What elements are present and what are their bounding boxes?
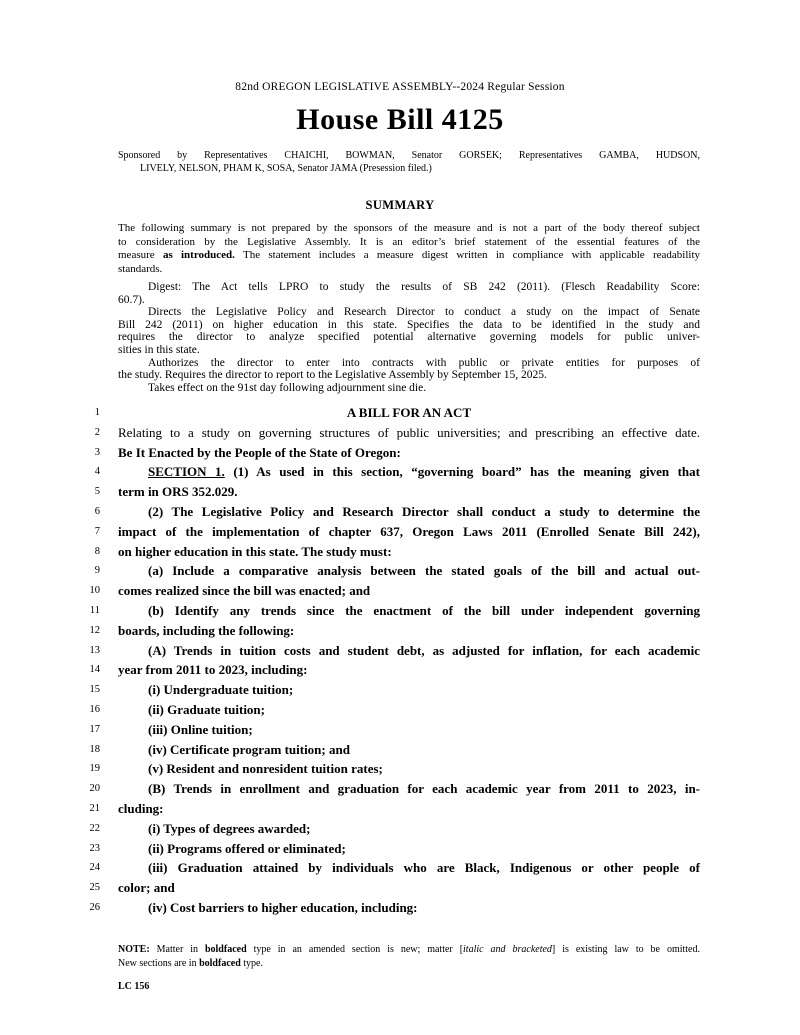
- bill-line: [86, 621, 700, 641]
- text-segment: color; and: [118, 880, 175, 896]
- line-number: 25: [89, 882, 100, 894]
- digest-line: [118, 306, 700, 319]
- sponsors-line: [118, 163, 700, 176]
- line-number: 21: [89, 802, 100, 814]
- bill-line: [86, 542, 700, 562]
- text-segment: boldfaced: [204, 944, 247, 955]
- text-segment: cluding:: [118, 800, 164, 816]
- digest-line: [118, 357, 700, 370]
- line-number: 12: [89, 624, 100, 636]
- bill-line: [86, 740, 700, 760]
- bill-title: House Bill 4125: [296, 103, 504, 136]
- text-segment: (A) Trends in tuition costs and student debt, as adjusted for inflation, for each academic: [148, 642, 700, 658]
- text-segment: standards.: [118, 262, 163, 275]
- text-segment: Relating to a study on governing structures of public universities; and prescribing an effective date.: [118, 424, 700, 440]
- text-segment: (a) Include a comparative analysis between the stated goals of the bill and actual out-: [148, 563, 700, 579]
- text-segment: (iv) Cost barriers to higher education, including:: [148, 899, 418, 915]
- digest-line: [118, 344, 700, 357]
- text-segment: 60.7).: [118, 293, 145, 306]
- text-segment: Takes effect on the 91st day following adjournment sine die.: [148, 381, 427, 394]
- disclaimer-line: [118, 222, 700, 236]
- line-number: 4: [94, 466, 100, 478]
- text-segment: The following summary is not prepared by the sponsors of the measure and is not a part of the body thereof subject: [118, 222, 700, 234]
- text-segment: to consideration by the Legislative Assembly. It is an editor’s brief statement of the essential features of the: [118, 235, 700, 248]
- text-segment: measure: [118, 249, 163, 261]
- digest-line: [118, 281, 700, 294]
- text-segment: Be It Enacted by the People of the State of Oregon:: [118, 444, 401, 460]
- line-number: 11: [89, 604, 100, 616]
- line-number: 9: [94, 565, 100, 577]
- bill-line: [86, 680, 700, 700]
- text-segment: LIVELY, NELSON, PHAM K, SOSA, Senator JAMA (Presession filed.): [140, 162, 432, 174]
- bill-line: [86, 502, 700, 522]
- text-segment: Bill 242 (2011) on higher education in this state. Specifies the data to be identified in the study and: [118, 318, 700, 331]
- text-segment: ] is existing law to be omitted.: [551, 944, 700, 955]
- bill-line: [86, 561, 700, 581]
- text-segment: year from 2011 to 2023, including:: [118, 662, 308, 678]
- text-segment: requires the director to analyze specified potential alternative governing models for public univer-: [118, 331, 700, 344]
- line-number: 5: [94, 486, 100, 498]
- text-segment: impact of the implementation of chapter 637, Oregon Laws 2011 (Enrolled Senate Bill 242),: [118, 523, 700, 539]
- text-segment: Digest: The Act tells LPRO to study the results of SB 242 (2011). (Flesch Readability Score:: [148, 281, 700, 293]
- note-line: [118, 957, 700, 971]
- bill-line: [86, 660, 700, 680]
- bill-line: [86, 482, 700, 502]
- text-segment: sities in this state.: [118, 343, 200, 356]
- text-segment: Sponsored by Representatives CHAICHI, BOWMAN, Senator GORSEK; Representatives GAMBA, HUDSON,: [118, 150, 700, 161]
- footer-note: [118, 943, 700, 971]
- line-number: 23: [89, 842, 100, 854]
- bill-line: [86, 641, 700, 661]
- text-segment: as introduced.: [162, 249, 235, 261]
- text-segment: A BILL FOR AN ACT: [346, 405, 472, 420]
- text-segment: boldfaced: [199, 958, 241, 969]
- text-segment: (i) Types of degrees awarded;: [148, 820, 311, 836]
- line-number: 15: [89, 684, 100, 696]
- line-number: 13: [89, 644, 100, 656]
- text-segment: (ii) Graduate tuition;: [148, 701, 265, 717]
- session-header: 82nd OREGON LEGISLATIVE ASSEMBLY--2024 Regular Session: [235, 81, 565, 93]
- bill-line: [86, 799, 700, 819]
- bill-body: [86, 403, 700, 918]
- line-number: 19: [89, 763, 100, 775]
- text-segment: SECTION 1.: [148, 464, 225, 480]
- text-segment: Directs the Legislative Policy and Research Director to conduct a study on the impact of Senate: [148, 306, 700, 319]
- disclaimer-line: [118, 236, 700, 250]
- bill-line: [86, 858, 700, 878]
- line-number: 24: [89, 862, 100, 874]
- text-segment: NOTE:: [118, 944, 150, 955]
- line-number: 18: [89, 743, 100, 755]
- line-number: 1: [94, 407, 100, 418]
- summary-digest: [118, 281, 700, 394]
- line-number: 3: [94, 446, 100, 458]
- bill-line: [86, 898, 700, 918]
- bill-line: [86, 522, 700, 542]
- digest-line: [118, 294, 700, 307]
- text-segment: (1) As used in this section, “governing board” has the meaning given that: [224, 464, 700, 480]
- bill-line: [86, 403, 700, 423]
- lc-number: LC 156: [118, 981, 150, 992]
- digest-line: [118, 331, 700, 344]
- bill-line: [86, 601, 700, 621]
- text-segment: (iii) Graduation attained by individuals who are Black, Indigenous or other people of: [148, 860, 700, 876]
- text-segment: the study. Requires the director to report to the Legislative Assembly by September 15, 2025.: [118, 369, 547, 382]
- text-segment: Matter in: [149, 944, 205, 955]
- bill-line: [86, 878, 700, 898]
- text-segment: boards, including the following:: [118, 622, 295, 638]
- text-segment: (iii) Online tuition;: [148, 721, 253, 737]
- text-segment: The statement includes a measure digest written in compliance with applicable readability: [234, 249, 700, 261]
- line-number: 16: [89, 703, 100, 715]
- digest-line: [118, 319, 700, 332]
- digest-line: [118, 369, 700, 382]
- bill-line: [86, 423, 700, 443]
- line-number: 26: [89, 901, 100, 913]
- disclaimer-line: [118, 263, 700, 277]
- sponsors-line: [118, 150, 700, 163]
- bill-line: [86, 839, 700, 859]
- line-number: 20: [89, 783, 100, 795]
- text-segment: comes realized since the bill was enacted; and: [118, 583, 371, 599]
- text-segment: Authorizes the director to enter into contracts with public or private entities for purposes of: [148, 356, 700, 369]
- text-segment: (b) Identify any trends since the enactment of the bill under independent governing: [148, 602, 700, 618]
- summary-disclaimer: [118, 222, 700, 276]
- text-segment: italic and bracketed: [463, 944, 552, 955]
- note-line: [118, 943, 700, 957]
- bill-line: [86, 443, 700, 463]
- sponsors-block: [118, 150, 700, 175]
- line-number: 7: [94, 525, 100, 537]
- bill-line: [86, 759, 700, 779]
- line-number: 22: [89, 822, 100, 834]
- line-number: 2: [94, 426, 100, 438]
- text-segment: (i) Undergraduate tuition;: [148, 682, 294, 698]
- summary-heading: SUMMARY: [365, 198, 435, 212]
- line-number: 17: [89, 723, 100, 735]
- bill-line: [86, 581, 700, 601]
- line-number: 10: [89, 585, 100, 597]
- bill-line: [86, 700, 700, 720]
- line-number: 8: [94, 545, 100, 557]
- text-segment: type.: [240, 958, 263, 969]
- text-segment: (2) The Legislative Policy and Research Director shall conduct a study to determine the: [148, 503, 700, 519]
- text-segment: type in an amended section is new; matter [: [246, 944, 464, 955]
- bill-line: [86, 819, 700, 839]
- line-number: 14: [89, 664, 100, 676]
- line-number: 6: [94, 505, 100, 517]
- text-segment: (ii) Programs offered or eliminated;: [148, 840, 346, 856]
- bill-line: [86, 462, 700, 482]
- text-segment: New sections are in: [118, 958, 200, 969]
- bill-line: [86, 720, 700, 740]
- text-segment: on higher education in this state. The study must:: [118, 543, 392, 559]
- text-segment: (iv) Certificate program tuition; and: [148, 741, 350, 757]
- text-segment: (B) Trends in enrollment and graduation for each academic year from 2011 to 2023, in-: [148, 781, 700, 797]
- disclaimer-line: [118, 249, 700, 263]
- text-segment: term in ORS 352.029.: [118, 484, 238, 500]
- bill-line: [86, 779, 700, 799]
- text-segment: (v) Resident and nonresident tuition rates;: [148, 761, 383, 777]
- digest-line: [118, 382, 700, 395]
